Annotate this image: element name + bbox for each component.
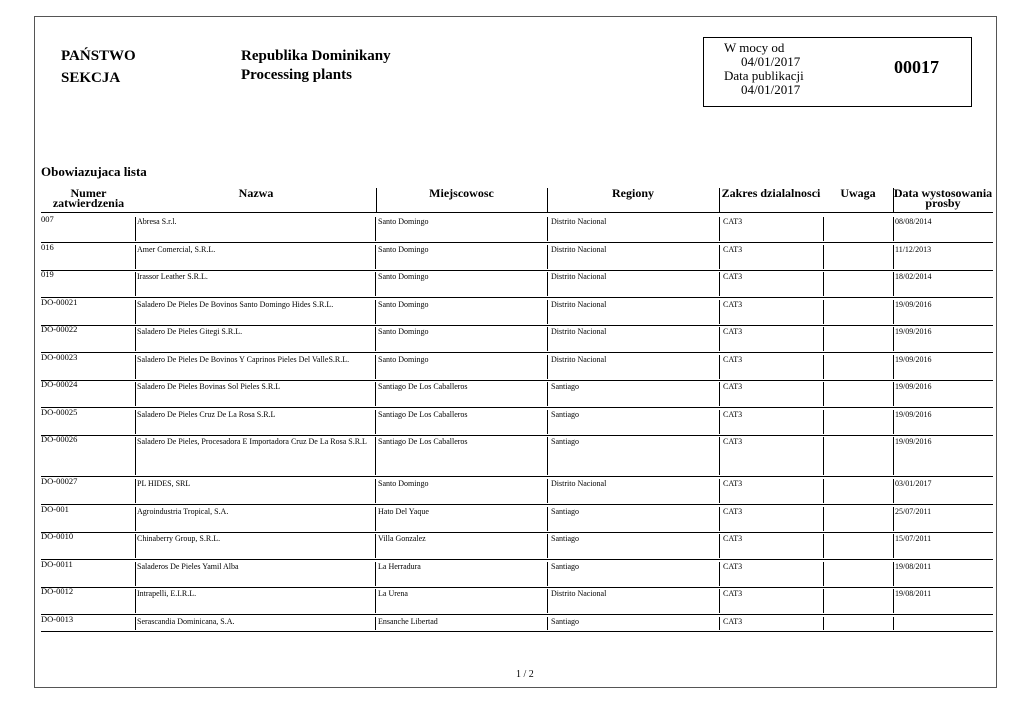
- cell-city: Santo Domingo: [378, 217, 429, 226]
- column-divider: [375, 617, 376, 630]
- column-divider: [893, 382, 894, 406]
- cell-date: 19/09/2016: [895, 410, 932, 419]
- cell-city: Santo Domingo: [378, 300, 429, 309]
- cell-region: Santiago: [551, 410, 579, 419]
- cell-city: La Herradura: [378, 562, 421, 571]
- column-divider: [547, 589, 548, 613]
- column-divider: [893, 410, 894, 434]
- column-divider: [719, 327, 720, 351]
- column-divider: [823, 589, 824, 613]
- cell-name: Saladeros De Pieles Yamil Alba: [137, 562, 239, 571]
- cell-number: DO-0011: [41, 559, 73, 569]
- column-divider: [823, 327, 824, 351]
- in-force-date: 04/01/2017: [741, 54, 801, 69]
- column-divider: [135, 410, 136, 434]
- column-divider: [135, 300, 136, 324]
- cell-date: 11/12/2013: [895, 245, 932, 254]
- published-date: 04/01/2017: [741, 82, 801, 97]
- table-row: [41, 435, 993, 477]
- column-divider: [135, 479, 136, 503]
- column-divider: [135, 562, 136, 586]
- table-row: [41, 243, 993, 271]
- table-row: [41, 270, 993, 298]
- column-header-name: Nazwa: [238, 186, 274, 200]
- column-divider: [547, 437, 548, 475]
- column-divider: [823, 562, 824, 586]
- cell-region: Distrito Nacional: [551, 327, 607, 336]
- cell-number: DO-00025: [41, 407, 78, 417]
- column-divider: [375, 382, 376, 406]
- cell-number: DO-0012: [41, 586, 74, 596]
- column-divider: [135, 382, 136, 406]
- cell-name: Chinaberry Group, S.R.L.: [137, 534, 221, 543]
- cell-region: Distrito Nacional: [551, 355, 607, 364]
- header-divider: [547, 188, 548, 212]
- cell-number: DO-00022: [41, 324, 78, 334]
- in-force-label: W mocy od: [724, 40, 785, 55]
- column-divider: [375, 410, 376, 434]
- section-label: SEKCJA: [61, 70, 121, 86]
- cell-number: DO-001: [41, 504, 69, 514]
- cell-number: DO-00026: [41, 434, 78, 444]
- table-row: [41, 298, 993, 326]
- column-divider: [547, 245, 548, 269]
- cell-date: 19/09/2016: [895, 437, 932, 446]
- cell-scope: CAT3: [723, 355, 743, 364]
- page-number: 1 / 2: [516, 669, 534, 680]
- column-divider: [375, 327, 376, 351]
- column-header-scope: Zakres dzialalnosci: [721, 186, 821, 200]
- cell-name: PL HIDES, SRL: [137, 479, 191, 488]
- cell-city: Santiago De Los Caballeros: [378, 382, 468, 391]
- column-divider: [893, 327, 894, 351]
- cell-city: Santo Domingo: [378, 272, 429, 281]
- cell-scope: CAT3: [723, 534, 743, 543]
- cell-number: DO-00021: [41, 297, 78, 307]
- column-divider: [547, 355, 548, 379]
- table-row: [41, 325, 993, 353]
- cell-date: 19/08/2011: [895, 589, 932, 598]
- column-divider: [823, 217, 824, 241]
- cell-region: Distrito Nacional: [551, 217, 607, 226]
- column-divider: [375, 562, 376, 586]
- column-divider: [719, 300, 720, 324]
- cell-city: Santo Domingo: [378, 327, 429, 336]
- cell-city: Ensanche Libertad: [378, 617, 438, 626]
- column-divider: [893, 437, 894, 475]
- column-divider: [375, 534, 376, 558]
- table-header: [41, 186, 993, 213]
- cell-scope: CAT3: [723, 507, 743, 516]
- table-row: [41, 477, 993, 505]
- cell-number: 007: [41, 214, 54, 224]
- column-divider: [547, 382, 548, 406]
- column-divider: [719, 272, 720, 296]
- column-divider: [375, 355, 376, 379]
- column-divider: [547, 507, 548, 531]
- column-divider: [823, 507, 824, 531]
- cell-city: Santiago De Los Caballeros: [378, 437, 468, 446]
- column-divider: [823, 617, 824, 630]
- column-header-city: Miejscowosc: [429, 186, 494, 200]
- column-divider: [823, 245, 824, 269]
- cell-name: Saladero De Pieles De Bovinos Y Caprinos Pieles Del ValleS.R.L.: [137, 355, 350, 364]
- column-divider: [375, 245, 376, 269]
- cell-name: Serascandia Dominicana, S.A.: [137, 617, 235, 626]
- column-divider: [823, 355, 824, 379]
- column-divider: [823, 437, 824, 475]
- cell-name: Irassor Leather S.R.L.: [137, 272, 208, 281]
- table-row: [41, 615, 993, 632]
- cell-name: Saladero De Pieles Cruz De La Rosa S.R.L: [137, 410, 276, 419]
- table-row: [41, 560, 993, 588]
- column-divider: [719, 534, 720, 558]
- cell-city: Santo Domingo: [378, 479, 429, 488]
- column-header-date: Data wystosowania prosby: [893, 186, 993, 210]
- cell-region: Distrito Nacional: [551, 245, 607, 254]
- cell-date: 03/01/2017: [895, 479, 932, 488]
- cell-name: Intrapelli, E.I.R.L.: [137, 589, 197, 598]
- column-divider: [375, 479, 376, 503]
- cell-city: Santo Domingo: [378, 355, 429, 364]
- column-divider: [375, 589, 376, 613]
- cell-city: Villa Gonzalez: [378, 534, 426, 543]
- cell-number: DO-00024: [41, 379, 78, 389]
- column-divider: [893, 300, 894, 324]
- column-divider: [719, 382, 720, 406]
- cell-date: 19/09/2016: [895, 355, 932, 364]
- column-divider: [547, 479, 548, 503]
- column-divider: [547, 217, 548, 241]
- column-divider: [893, 272, 894, 296]
- column-divider: [719, 437, 720, 475]
- column-divider: [893, 355, 894, 379]
- table-row: [41, 408, 993, 436]
- column-divider: [893, 589, 894, 613]
- column-divider: [547, 617, 548, 630]
- cell-name: Amer Comercial, S.R.L.: [137, 245, 216, 254]
- column-divider: [719, 479, 720, 503]
- header-divider: [719, 188, 720, 212]
- cell-scope: CAT3: [723, 272, 743, 281]
- header-divider: [893, 188, 894, 212]
- list-title: Obowiazujaca lista: [41, 164, 147, 179]
- table-row: [41, 353, 993, 381]
- column-divider: [719, 245, 720, 269]
- cell-scope: CAT3: [723, 217, 743, 226]
- column-divider: [135, 589, 136, 613]
- cell-scope: CAT3: [723, 617, 743, 626]
- cell-scope: CAT3: [723, 245, 743, 254]
- table-row: [41, 215, 993, 243]
- column-divider: [375, 437, 376, 475]
- cell-region: Distrito Nacional: [551, 300, 607, 309]
- cell-number: DO-00027: [41, 476, 78, 486]
- cell-name: Agroindustria Tropical, S.A.: [137, 507, 229, 516]
- table-row: [41, 532, 993, 560]
- column-divider: [719, 410, 720, 434]
- cell-scope: CAT3: [723, 382, 743, 391]
- cell-scope: CAT3: [723, 437, 743, 446]
- cell-region: Santiago: [551, 437, 579, 446]
- column-divider: [823, 272, 824, 296]
- state-value: Republika Dominikany: [241, 48, 391, 64]
- state-label: PAŃSTWO: [61, 48, 136, 64]
- cell-name: Saladero De Pieles De Bovinos Santo Domingo Hides S.R.L.: [137, 300, 334, 309]
- header-divider: [376, 188, 377, 212]
- validity-box: [703, 37, 972, 107]
- cell-number: DO-00023: [41, 352, 78, 362]
- column-divider: [547, 534, 548, 558]
- column-divider: [135, 327, 136, 351]
- column-divider: [135, 437, 136, 475]
- column-divider: [893, 217, 894, 241]
- column-divider: [893, 245, 894, 269]
- column-header-region: Regiony: [612, 186, 654, 200]
- cell-city: Hato Del Yaque: [378, 507, 429, 516]
- cell-region: Santiago: [551, 507, 579, 516]
- column-divider: [893, 562, 894, 586]
- cell-date: 19/09/2016: [895, 300, 932, 309]
- column-divider: [719, 507, 720, 531]
- cell-name: Abresa S.r.l.: [137, 217, 177, 226]
- column-divider: [719, 217, 720, 241]
- column-divider: [375, 272, 376, 296]
- cell-name: Saladero De Pieles Gitegi S.R.L.: [137, 327, 243, 336]
- column-divider: [135, 272, 136, 296]
- cell-number: 019: [41, 269, 54, 279]
- cell-name: Saladero De Pieles, Procesadora E Importadora Cruz De La Rosa S.R.L: [137, 437, 367, 446]
- cell-region: Santiago: [551, 562, 579, 571]
- table-row: [41, 505, 993, 533]
- cell-number: 016: [41, 242, 54, 252]
- cell-name: Saladero De Pieles Bovinas Sol Pieles S.R.L: [137, 382, 281, 391]
- cell-number: DO-0010: [41, 531, 74, 541]
- column-divider: [547, 300, 548, 324]
- column-divider: [375, 507, 376, 531]
- cell-scope: CAT3: [723, 479, 743, 488]
- column-divider: [547, 410, 548, 434]
- cell-scope: CAT3: [723, 410, 743, 419]
- column-divider: [135, 355, 136, 379]
- cell-region: Distrito Nacional: [551, 479, 607, 488]
- cell-date: 15/07/2011: [895, 534, 932, 543]
- column-divider: [719, 562, 720, 586]
- cell-date: 19/09/2016: [895, 327, 932, 336]
- table-row: [41, 587, 993, 615]
- column-divider: [375, 217, 376, 241]
- cell-city: La Urena: [378, 589, 408, 598]
- column-divider: [135, 534, 136, 558]
- column-divider: [893, 507, 894, 531]
- column-divider: [547, 272, 548, 296]
- column-divider: [135, 617, 136, 630]
- cell-region: Santiago: [551, 382, 579, 391]
- column-divider: [823, 382, 824, 406]
- cell-city: Santiago De Los Caballeros: [378, 410, 468, 419]
- column-divider: [719, 617, 720, 630]
- cell-scope: CAT3: [723, 562, 743, 571]
- column-divider: [719, 355, 720, 379]
- cell-number: DO-0013: [41, 614, 74, 624]
- cell-date: 19/08/2011: [895, 562, 932, 571]
- cell-date: 08/08/2014: [895, 217, 932, 226]
- cell-region: Santiago: [551, 534, 579, 543]
- cell-region: Distrito Nacional: [551, 589, 607, 598]
- column-divider: [135, 245, 136, 269]
- column-divider: [547, 562, 548, 586]
- published-label: Data publikacji: [724, 68, 804, 83]
- section-value: Processing plants: [241, 67, 352, 83]
- cell-city: Santo Domingo: [378, 245, 429, 254]
- cell-date: 25/07/2011: [895, 507, 932, 516]
- document-number: 00017: [894, 57, 939, 77]
- cell-scope: CAT3: [723, 300, 743, 309]
- column-divider: [719, 589, 720, 613]
- column-divider: [135, 217, 136, 241]
- column-divider: [893, 534, 894, 558]
- column-divider: [375, 300, 376, 324]
- column-divider: [823, 410, 824, 434]
- column-divider: [823, 479, 824, 503]
- cell-region: Distrito Nacional: [551, 272, 607, 281]
- column-divider: [823, 300, 824, 324]
- column-divider: [135, 507, 136, 531]
- cell-date: 19/09/2016: [895, 382, 932, 391]
- cell-region: Santiago: [551, 617, 579, 626]
- column-header-note: Uwaga: [840, 186, 876, 200]
- column-divider: [893, 617, 894, 630]
- column-divider: [547, 327, 548, 351]
- column-divider: [893, 479, 894, 503]
- cell-scope: CAT3: [723, 327, 743, 336]
- cell-scope: CAT3: [723, 589, 743, 598]
- table-row: [41, 380, 993, 408]
- cell-date: 18/02/2014: [895, 272, 932, 281]
- column-divider: [823, 534, 824, 558]
- column-header-number: Numer zatwierdzenia: [52, 186, 125, 210]
